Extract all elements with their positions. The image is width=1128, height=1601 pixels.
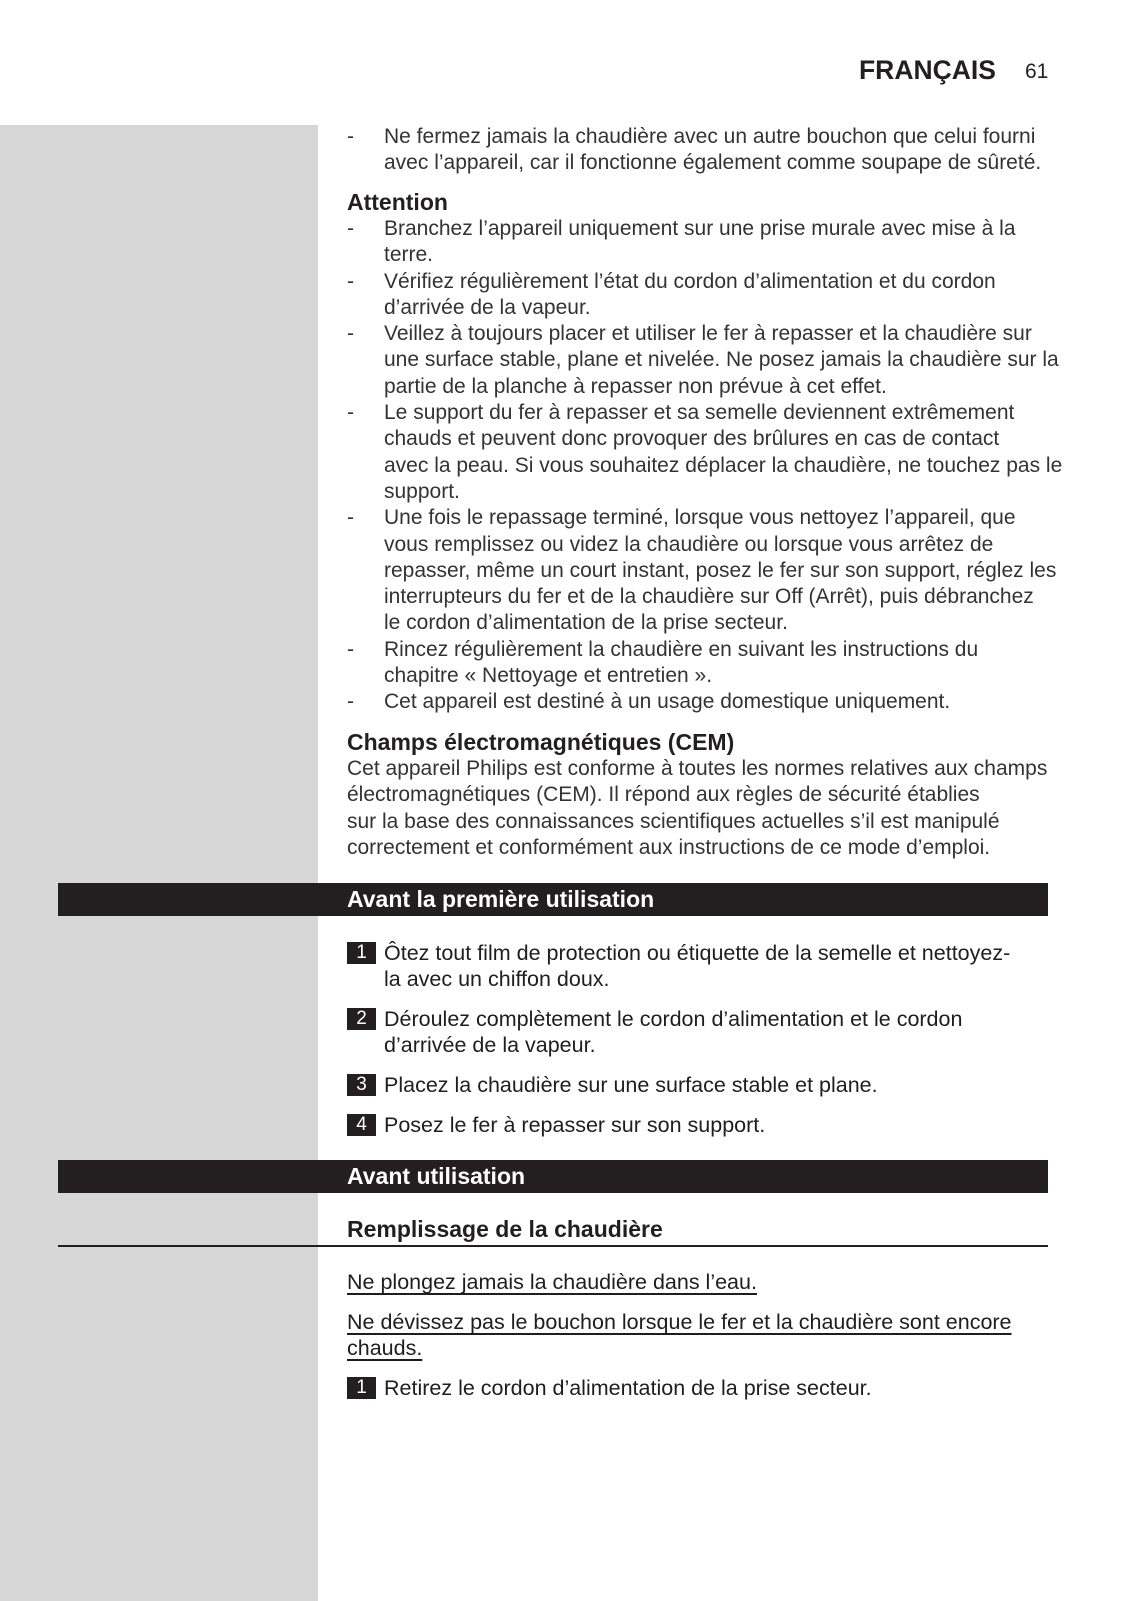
emf-paragraph — [347, 756, 1047, 861]
list-item — [347, 216, 1062, 269]
list-item-line: Veillez à toujours placer et utiliser le fer à repasser et la chaudière sur — [384, 322, 1032, 346]
step-item — [347, 1375, 872, 1401]
step-line: Placez la chaudière sur une surface stable et plane. — [384, 1073, 878, 1097]
step-number-badge: 1 — [347, 1377, 376, 1399]
list-item-line: Branchez l’appareil uniquement sur une prise murale avec mise à la — [384, 217, 1016, 240]
subheading: Remplissage de la chaudière — [347, 1216, 663, 1242]
list-item-line: avec la peau. Si vous souhaitez déplacer la chaudière, ne touchez pas le — [384, 453, 1063, 477]
bullet-marker: - — [347, 506, 354, 530]
list-item — [347, 269, 1062, 322]
list-item-line: chauds et peuvent donc provoquer des brûlures en cas de contact — [384, 427, 1000, 451]
page-language-title: FRANÇAIS — [859, 55, 996, 85]
step-line: la avec un chiffon doux. — [384, 967, 610, 992]
sidebar-panel — [0, 125, 318, 1601]
list-item-line: vous remplissez ou videz la chaudière ou lorsque vous arrêtez de — [384, 532, 994, 556]
bullet-marker: - — [347, 217, 354, 240]
warning-line: Ne plongez jamais la chaudière dans l’eau. — [347, 1270, 757, 1294]
list-item-line: chapitre « Nettoyage et entretien ». — [384, 664, 713, 688]
list-item-line: le cordon d’alimentation de la prise secteur. — [384, 611, 788, 635]
list-item-line: support. — [384, 479, 460, 503]
list-item-line: interrupteurs du fer et de la chaudière sur Off (Arrêt), puis débranchez — [384, 585, 1034, 609]
step-number-badge: 1 — [347, 942, 376, 964]
step-line: d’arrivée de la vapeur. — [384, 1033, 596, 1058]
list-item-line: terre. — [384, 243, 434, 267]
warning-line: chauds. — [347, 1336, 423, 1361]
emf-heading: Champs électromagnétiques (CEM) — [347, 729, 735, 755]
step-line: Retirez le cordon d’alimentation de la prise secteur. — [384, 1376, 872, 1400]
list-item-line: partie de la planche à repasser non prévue à cet effet. — [384, 374, 887, 398]
bullet-marker: - — [347, 125, 354, 148]
step-number-badge: 4 — [347, 1114, 376, 1136]
page-number: 61 — [1025, 60, 1049, 83]
step-line: Ôtez tout film de protection ou étiquette de la semelle et nettoyez- — [384, 941, 1011, 965]
list-item — [347, 400, 1062, 505]
warning-text — [347, 1269, 757, 1295]
list-item-line: Cet appareil est destiné à un usage domestique uniquement. — [384, 690, 951, 714]
bullet-marker: - — [347, 637, 354, 661]
list-item — [347, 505, 1062, 636]
list-item-line: une surface stable, plane et nivelée. Ne posez jamais la chaudière sur la — [384, 348, 1059, 372]
list-item — [347, 637, 1062, 690]
step-item — [347, 1006, 962, 1059]
list-item-line: d’arrivée de la vapeur. — [384, 295, 591, 319]
bullet-marker: - — [347, 690, 354, 714]
step-line: Déroulez complètement le cordon d’alimentation et le cordon — [384, 1007, 963, 1031]
step-number-badge: 2 — [347, 1008, 376, 1030]
step-item — [347, 1112, 765, 1138]
bullet-marker: - — [347, 401, 354, 425]
step-item — [347, 940, 1010, 993]
list-item-line: repasser, même un court instant, posez le fer sur son support, réglez les — [384, 558, 1057, 582]
list-item-line: Le support du fer à repasser et sa semelle deviennent extrêmement — [384, 401, 1015, 425]
paragraph-line: Cet appareil Philips est conforme à toutes les normes relatives aux champs — [347, 757, 1048, 780]
list-item-line: Une fois le repassage terminé, lorsque vous nettoyez l’appareil, que — [384, 506, 1016, 530]
bullet-marker: - — [347, 269, 354, 293]
list-item — [347, 689, 1062, 715]
section-bar-first-use — [58, 883, 1048, 916]
attention-heading: Attention — [347, 189, 448, 215]
list-item — [347, 124, 1041, 177]
intro-list — [347, 124, 1041, 177]
subheading-rule — [58, 1245, 1048, 1247]
step-number-badge: 3 — [347, 1074, 376, 1096]
paragraph-line: correctement et conformément aux instructions de ce mode d’emploi. — [347, 835, 991, 859]
section-bar-before-use — [58, 1160, 1048, 1193]
warning-line: Ne dévissez pas le bouchon lorsque le fer et la chaudière sont encore — [347, 1310, 1012, 1334]
warning-text — [347, 1309, 1012, 1362]
list-item-line: avec l’appareil, car il fonctionne également comme soupape de sûreté. — [384, 151, 1042, 175]
bullet-marker: - — [347, 322, 354, 346]
paragraph-line: sur la base des connaissances scientifiques actuelles s’il est manipulé — [347, 809, 1000, 833]
list-item-line: Vérifiez régulièrement l’état du cordon d’alimentation et du cordon — [384, 269, 996, 293]
section-title: Avant la première utilisation — [347, 886, 655, 912]
list-item-line: Ne fermez jamais la chaudière avec un autre bouchon que celui fourni — [384, 125, 1036, 148]
step-line: Posez le fer à repasser sur son support. — [384, 1113, 766, 1137]
section-title: Avant utilisation — [347, 1163, 526, 1189]
attention-list — [347, 216, 1062, 716]
paragraph-line: électromagnétiques (CEM). Il répond aux règles de sécurité établies — [347, 783, 980, 807]
list-item — [347, 321, 1062, 400]
step-item — [347, 1072, 878, 1098]
list-item-line: Rincez régulièrement la chaudière en suivant les instructions du — [384, 637, 979, 661]
